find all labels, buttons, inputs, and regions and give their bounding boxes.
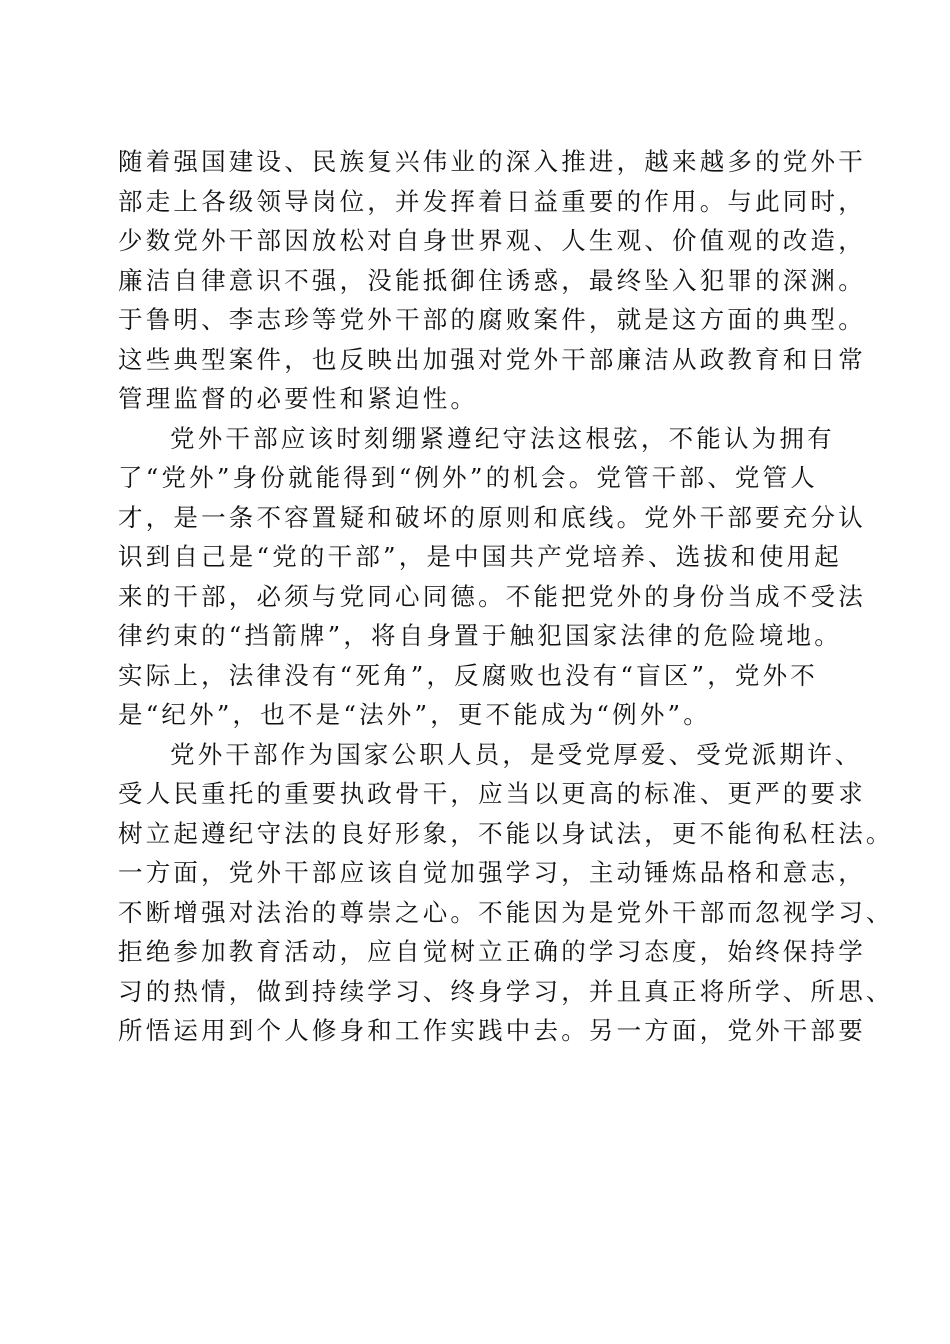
text-line: 少数党外干部因放松对自身世界观、人生观、价值观的改造， (118, 226, 866, 255)
text-line: 是“纪外”，也不是“法外”，更不能成为“例外”。 (118, 700, 711, 729)
text-line: 树立起遵纪守法的良好形象，不能以身试法，更不能徇私枉法。 (118, 818, 894, 848)
text-line: 了“党外”身份就能得到“例外”的机会。党管干部、党管人 (118, 463, 818, 492)
paragraph-first-line: 党外干部应该时刻绷紧遵纪守法这根弦，不能认为拥有 (170, 423, 835, 453)
text-line: 律约束的“挡箭牌”，将自身置于触犯国家法律的危险境地。 (118, 621, 842, 650)
text-line: 所悟运用到个人修身和工作实践中去。另一方面，党外干部要 (118, 1016, 866, 1045)
text-line: 不断增强对法治的尊崇之心。不能因为是党外干部而忽视学习、 (118, 897, 894, 927)
text-line: 这些典型案件，也反映出加强对党外干部廉洁从政教育和日常 (118, 344, 866, 374)
text-line: 随着强国建设、民族复兴伟业的深入推进，越来越多的党外干 (118, 147, 866, 176)
text-line: 廉洁自律意识不强，没能抵御住诱惑，最终坠入犯罪的深渊。 (118, 265, 866, 295)
text-line: 习的热情，做到持续学习、终身学习，并且真正将所学、所思、 (118, 976, 894, 1006)
text-line: 拒绝参加教育活动，应自觉树立正确的学习态度，始终保持学 (118, 937, 866, 966)
text-line: 于鲁明、李志珍等党外干部的腐败案件，就是这方面的典型。 (118, 305, 866, 334)
document-body (118, 142, 894, 1051)
text-line: 受人民重托的重要执政骨干，应当以更高的标准、更严的要求 (118, 779, 866, 808)
text-line: 一方面，党外干部应该自觉加强学习，主动锤炼品格和意志， (118, 858, 866, 887)
text-line: 识到自己是“党的干部”，是中国共产党培养、选拔和使用起 (118, 542, 842, 571)
text-line: 实际上，法律没有“死角”，反腐败也没有“盲区”，党外不 (118, 660, 818, 690)
text-line: 来的干部，必须与党同心同德。不能把党外的身份当成不受法 (118, 581, 866, 611)
text-line: 才，是一条不容置疑和破坏的原则和底线。党外干部要充分认 (118, 502, 866, 532)
text-line: 管理监督的必要性和紧迫性。 (118, 384, 479, 413)
text-line: 部走上各级领导岗位，并发挥着日益重要的作用。与此同时， (118, 186, 866, 216)
paragraph-first-line: 党外干部作为国家公职人员，是受党厚爱、受党派期许、 (170, 739, 863, 769)
